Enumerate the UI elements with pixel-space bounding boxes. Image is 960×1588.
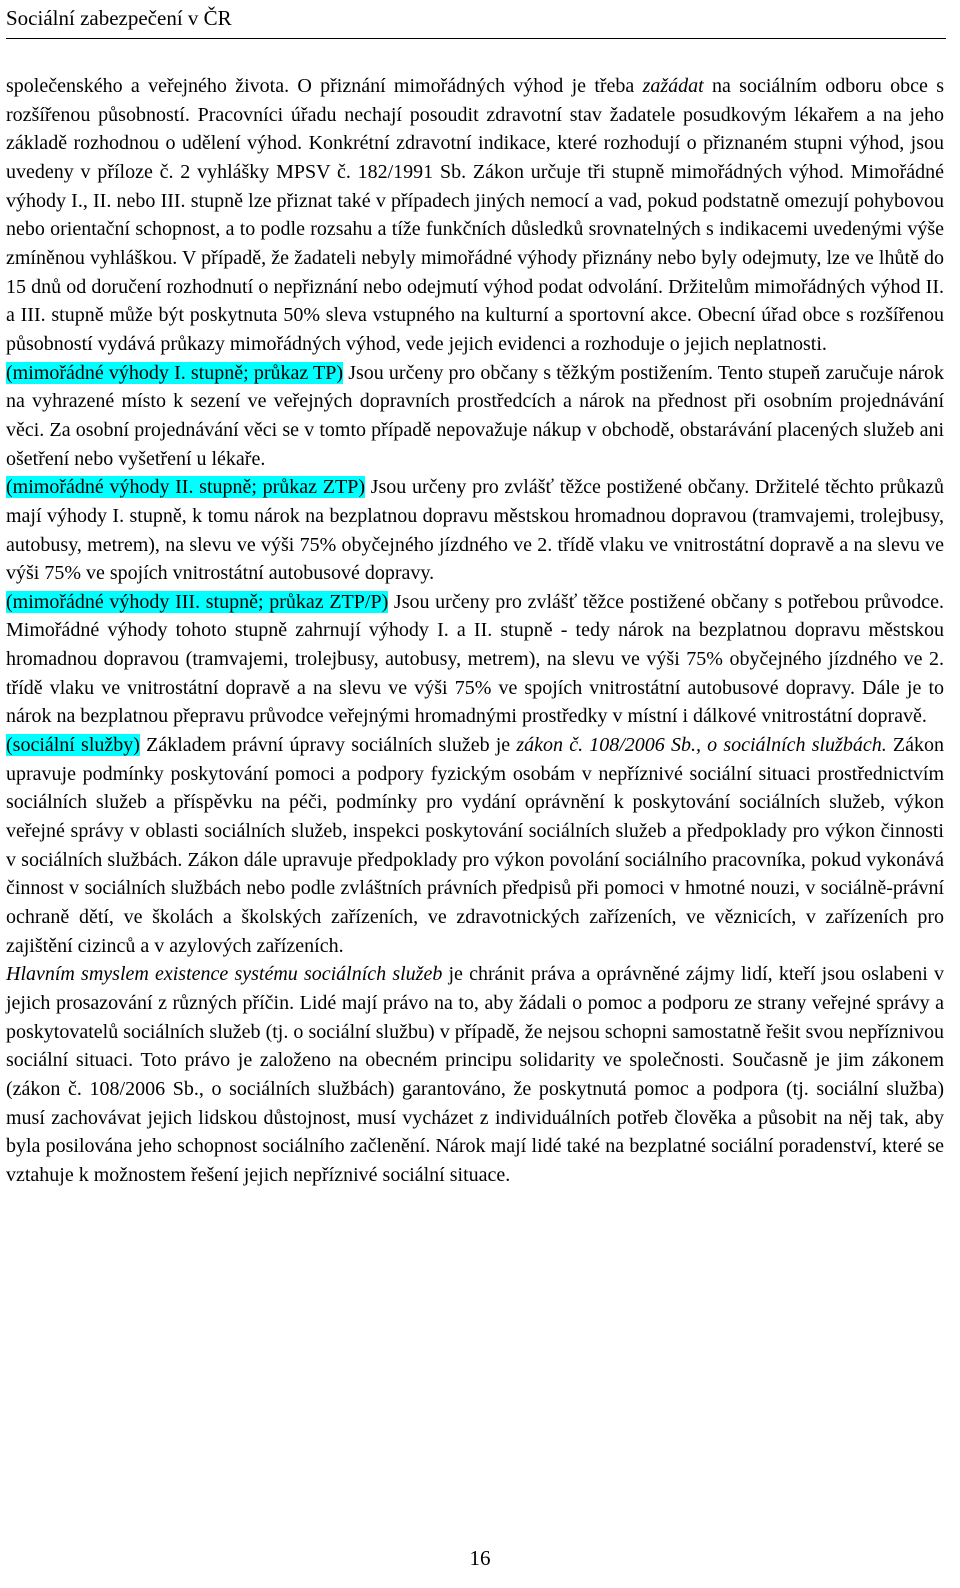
text-run: Jsou určeny pro občany s těžkým postižením. Tento stupeň zaručuje nárok na vyhrazené místo k sezení ve veřejných dopravních prostředcích a nárok na přednost při osobním projednávání věci. Za osobní projednávání věci se v tomto případě nepovažuje nákup v obchodě, obstarávání placených služeb ani ošetření nebo vyšetření u lékaře.: [6, 361, 944, 470]
text-run: Základem právní úpravy sociálních služeb je: [139, 734, 517, 757]
paragraph: [6, 359, 944, 474]
paragraph: [6, 72, 944, 359]
italic-run: Hlavním smyslem existence systému sociálních služeb: [6, 963, 443, 986]
italic-run: zažádat: [642, 75, 704, 97]
page-header-title: Sociální zabezpečení v ČR: [6, 6, 232, 30]
highlighted-heading: (mimořádné výhody III. stupně; průkaz ZTP/P): [6, 590, 389, 613]
highlighted-heading: (sociální služby): [6, 734, 140, 757]
italic-run: zákon č. 108/2006 Sb., o sociálních službách.: [516, 734, 887, 757]
text-run: Zákon upravuje podmínky poskytování pomoci a podpory fyzickým osobám v nepříznivé sociální situaci prostřednictvím sociálních služeb a příspěvku na péči, podmínky pro vydání oprávnění k poskytování sociálních služeb, výkon veřejné správy v oblasti sociálních služeb, inspekci poskytování sociálních služeb a předpoklady pro výkon činnosti v sociálních službách. Zákon dále upravuje předpoklady pro výkon povolání sociálního pracovníka, pokud vykonává činnost v sociálních službách nebo podle zvláštních právních předpisů při pomoci v hmotné nouzi, v sociálně-právní ochraně dětí, ve školách a školských zařízeních, ve zdravotnických zařízeních, ve věznicích, v zařízeních pro zajištění cizinců a v azylových zařízeních.: [6, 734, 944, 957]
text-run: je chránit práva a oprávněné zájmy lidí, kteří jsou oslabeni v jejich prosazování z různých příčin. Lidé mají právo na to, aby žádali o pomoc a podporu ze strany veřejné správy a poskytovatelů sociálních služeb (tj. o sociální službu) v případě, že nejsou schopni samostatně řešit svou nepříznivou sociální situaci. Toto právo je založeno na obecném principu solidarity ve společnosti. Současně je jim zákonem (zákon č. 108/2006 Sb., o sociálních službách) garantováno, že poskytnutá pomoc a podpora (tj. sociální služba) musí zachovávat jejich lidskou důstojnost, musí vycházet z individuálních potřeb člověka a působit na něj tak, aby byla posilována jeho schopnost sociálního začlenění. Nárok mají lidé také na bezplatné sociální poradenství, které se vztahuje k možnostem řešení jejich nepříznivé sociální situace.: [6, 963, 944, 1186]
text-run: Jsou určeny pro zvlášť těžce postižené občany. Držitelé těchto průkazů mají výhody I. stupně, k tomu nárok na bezplatnou dopravu městskou hromadnou dopravou (tramvajemi, trolejbusy, autobusy, metrem), na slevu ve výši 75% obyčejného jízdného ve 2. třídě vlaku ve vnitrostátní dopravě a na slevu ve výši 75% ve spojích vnitrostátní autobusové dopravy.: [6, 476, 945, 585]
text-run: Jsou určeny pro zvlášť těžce postižené občany s potřebou průvodce. Mimořádné výhody tohoto stupně zahrnují výhody I. a II. stupně - tedy nárok na bezplatnou dopravu městskou hromadnou dopravou (tramvajemi, trolejbusy, autobusy, metrem), na slevu ve výši 75% obyčejného jízdného ve 2. třídě vlaku ve vnitrostátní dopravě a na slevu ve výši 75% ve spojích vnitrostátní autobusové dopravy. Dále je to nárok na bezplatnou přepravu průvodce veřejnými hromadnými prostředky v místní i dálkové vnitrostátní dopravě.: [6, 590, 944, 728]
document-body: [6, 72, 944, 1190]
paragraph: [6, 731, 944, 960]
highlighted-heading: (mimořádné výhody I. stupně; průkaz TP): [6, 361, 344, 384]
header-divider: [6, 38, 946, 39]
paragraph: [6, 960, 944, 1189]
text-run: společenského a veřejného života. O přiznání mimořádných výhod je třeba: [6, 75, 643, 97]
highlighted-heading: (mimořádné výhody II. stupně; průkaz ZTP): [6, 476, 365, 499]
paragraph: [6, 588, 944, 731]
page-number: 16: [469, 1546, 491, 1570]
paragraph: [6, 473, 944, 588]
text-run: na sociálním odboru obce s rozšířenou působností. Pracovníci úřadu nechají posoudit zdravotní stav žadatele posudkovým lékařem a na jeho základě rozhodnou o udělení výhod. Konkrétní zdravotní indikace, které rozhodují o přiznaném stupni výhod, jsou uvedeny v příloze č. 2 vyhlášky MPSV č. 182/1991 Sb. Zákon určuje tři stupně mimořádných výhod. Mimořádné výhody I., II. nebo III. stupně lze přiznat také v případech jiných nemocí a vad, pokud podstatně omezují pohybovou nebo orientační schopnost, a to podle rozsahu a tíže funkčních důsledků srovnatelných s indikacemi uvedenými výše zmíněnou vyhláškou. V případě, že žadateli nebyly mimořádné výhody přiznány nebo byly odejmuty, lze ve lhůtě do 15 dnů od doručení rozhodnutí o nepřiznání nebo odejmutí výhod podat odvolání. Držitelům mimořádných výhod II. a III. stupně může být poskytnuta 50% sleva vstupného na kulturní a sportovní akce. Obecní úřad obce s rozšířenou působností vydává průkazy mimořádných výhod, vede jejich evidenci a rozhoduje o jejich neplatnosti.: [6, 75, 944, 355]
